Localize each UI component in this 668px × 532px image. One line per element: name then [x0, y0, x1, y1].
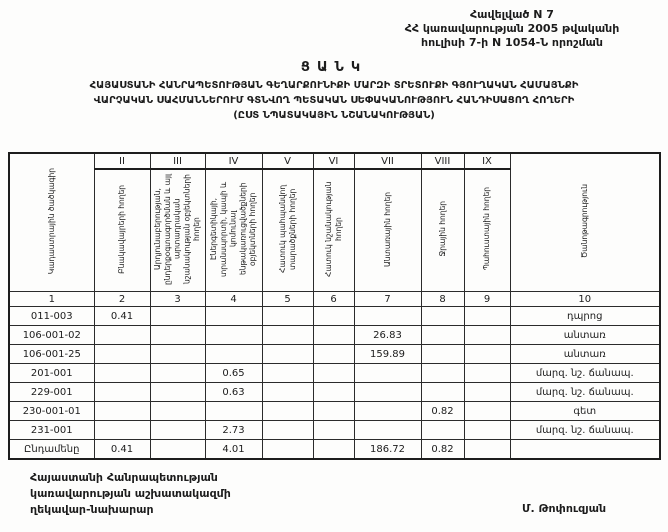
cell [464, 383, 510, 402]
header-water-lands: Ջրային հողեր [421, 169, 464, 292]
cell [94, 402, 150, 421]
cell [354, 421, 421, 440]
signature-name: Մ. Թոփուզյան [521, 502, 607, 515]
cell: 0.63 [205, 383, 262, 402]
total-note-cell [510, 440, 660, 460]
cell [354, 402, 421, 421]
cell [205, 345, 262, 364]
header-note: Ծանոթագրություն [510, 153, 660, 292]
cadastral-code-cell: 230-001-01 [9, 402, 94, 421]
colnum-6: 6 [313, 292, 354, 307]
total-cell [313, 440, 354, 460]
note-cell: մարզ. նշ. ճանապ. [510, 364, 660, 383]
header-settlement-lands: Բնակավայրերի հողեր [94, 169, 150, 292]
cell [262, 402, 313, 421]
table-row [9, 345, 660, 364]
cell [150, 345, 205, 364]
header-forest-lands: Անտառային հողեր [354, 169, 421, 292]
roman-II: II [94, 153, 150, 169]
appendix-number: Հավելված N 7 [470, 8, 554, 21]
cadastral-code-cell: 011-003 [9, 307, 94, 326]
header-special-purpose-lands: Հատուկ նշանակության հողեր [313, 169, 354, 292]
cell [313, 402, 354, 421]
table-row [9, 326, 660, 345]
appendix-decree-number: հուլիսի 7-ի N 1054-Ն որոշման [421, 36, 603, 49]
page-title: ՑԱՆԿ [300, 60, 368, 75]
cell [262, 383, 313, 402]
signatory-title-block [30, 470, 231, 518]
total-cell [262, 440, 313, 460]
roman-III: III [150, 153, 205, 169]
cell [313, 383, 354, 402]
cell [150, 307, 205, 326]
header-protected-area-lands: Հատուկ պահպանվող տարածքների հողեր [262, 169, 313, 292]
total-cell: 0.82 [421, 440, 464, 460]
colnum-1: 1 [9, 292, 94, 307]
total-cell [464, 440, 510, 460]
cell [313, 326, 354, 345]
cadastral-code-cell: 201-001 [9, 364, 94, 383]
document-subtitle [0, 78, 668, 123]
subtitle-line-1: ՀԱՅԱՍՏԱՆԻ ՀԱՆՐԱՊԵՏՈՒԹՅԱՆ ԳԵՂԱՐՔՈՒՆԻՔԻ ՄԱՐԶԻ ՏՐԵՏՈՒՔԻ ԳՅՈՒՂԱԿԱՆ ՀԱՄԱՅՆՔԻ [89, 80, 579, 91]
colnum-10: 10 [510, 292, 660, 307]
colnum-3: 3 [150, 292, 205, 307]
colnum-2: 2 [94, 292, 150, 307]
cell [421, 383, 464, 402]
cell: 2.73 [205, 421, 262, 440]
total-label: Ընդամենը [9, 440, 94, 460]
header-industrial-lands: Արդյունաբերության, ընդերքօգտագործման և այլ արտադրական նշանակության օբյեկտների հողեր [150, 169, 205, 292]
total-cell [150, 440, 205, 460]
colnum-7: 7 [354, 292, 421, 307]
roman-V: V [262, 153, 313, 169]
cell [313, 421, 354, 440]
cell [150, 326, 205, 345]
note-cell: դպրոց [510, 307, 660, 326]
table-row [9, 307, 660, 326]
cell [94, 383, 150, 402]
roman-VIII: VIII [421, 153, 464, 169]
header-energy-transport-lands: Էներգետիկայի, տրանսպորտի, կապի և կոմունալ ենթակառուցվածքների օբյեկտների հողեր [205, 169, 262, 292]
land-classification-table [8, 152, 661, 460]
cell [464, 421, 510, 440]
signatory-line-1: Հայաստանի Հանրապետության [30, 471, 218, 484]
cell [313, 345, 354, 364]
roman-IX: IX [464, 153, 510, 169]
cell [421, 421, 464, 440]
cell [464, 364, 510, 383]
roman-numeral-row [9, 153, 660, 169]
cell [150, 421, 205, 440]
cadastral-code-cell: 106-001-25 [9, 345, 94, 364]
cell [313, 307, 354, 326]
cell [94, 345, 150, 364]
note-cell: անտառ [510, 345, 660, 364]
cell [262, 364, 313, 383]
cadastral-code-cell: 106-001-02 [9, 326, 94, 345]
colnum-5: 5 [262, 292, 313, 307]
signatory-line-2: կառավարության աշխատակազմի [30, 487, 231, 500]
cell [313, 364, 354, 383]
cell [464, 345, 510, 364]
cell [150, 383, 205, 402]
cell [421, 326, 464, 345]
cell: 159.89 [354, 345, 421, 364]
note-cell: գետ [510, 402, 660, 421]
cell [464, 307, 510, 326]
total-cell: 186.72 [354, 440, 421, 460]
cell [94, 326, 150, 345]
header-cadastral-code: Կադաստրային ծածկագիր [9, 153, 94, 292]
note-cell: մարզ. նշ. ճանապ. [510, 383, 660, 402]
subtitle-line-2: ՎԱՐՉԱԿԱՆ ՍԱՀՄԱՆՆԵՐՈՒՄ ԳՏՆՎՈՂ ՊԵՏԱԿԱՆ ՍԵՓԱԿԱՆՈՒԹՅՈՒՆ ՀԱՆԴԻՍԱՑՈՂ ՀՈՂԵՐԻ [93, 95, 575, 106]
cell [150, 364, 205, 383]
appendix-decree-year: ՀՀ կառավարության 2005 թվականի [404, 22, 620, 35]
cell [354, 364, 421, 383]
cell [262, 307, 313, 326]
roman-VII: VII [354, 153, 421, 169]
cell: 26.83 [354, 326, 421, 345]
colnum-8: 8 [421, 292, 464, 307]
cell [205, 402, 262, 421]
cell [464, 326, 510, 345]
cell [464, 402, 510, 421]
header-reserve-lands: Պահուստային հողեր [464, 169, 510, 292]
cell [354, 383, 421, 402]
table-row [9, 402, 660, 421]
cell [421, 364, 464, 383]
table-row [9, 421, 660, 440]
table-row [9, 364, 660, 383]
cell: 0.41 [94, 307, 150, 326]
cell: 0.65 [205, 364, 262, 383]
cell [262, 326, 313, 345]
cadastral-code-cell: 231-001 [9, 421, 94, 440]
colnum-4: 4 [205, 292, 262, 307]
cell [421, 345, 464, 364]
subtitle-line-3: (ԸՍՏ ՆՊԱՏԱԿԱՅԻՆ ՆՇԱՆԱԿՈՒԹՅԱՆ) [233, 110, 435, 121]
column-number-row [9, 292, 660, 307]
cell [205, 326, 262, 345]
total-cell: 4.01 [205, 440, 262, 460]
cell [262, 421, 313, 440]
colnum-9: 9 [464, 292, 510, 307]
roman-VI: VI [313, 153, 354, 169]
cell [421, 307, 464, 326]
total-cell: 0.41 [94, 440, 150, 460]
signatory-line-3: ղեկավար-նախարար [30, 503, 154, 516]
cell [94, 364, 150, 383]
cell [354, 307, 421, 326]
roman-IV: IV [205, 153, 262, 169]
cell [150, 402, 205, 421]
cell: 0.82 [421, 402, 464, 421]
total-row [9, 440, 660, 460]
appendix-reference [362, 8, 662, 50]
table-row [9, 383, 660, 402]
cadastral-code-cell: 229-001 [9, 383, 94, 402]
note-cell: մարզ. նշ. ճանապ. [510, 421, 660, 440]
cell [94, 421, 150, 440]
note-cell: անտառ [510, 326, 660, 345]
cell [262, 345, 313, 364]
cell [205, 307, 262, 326]
